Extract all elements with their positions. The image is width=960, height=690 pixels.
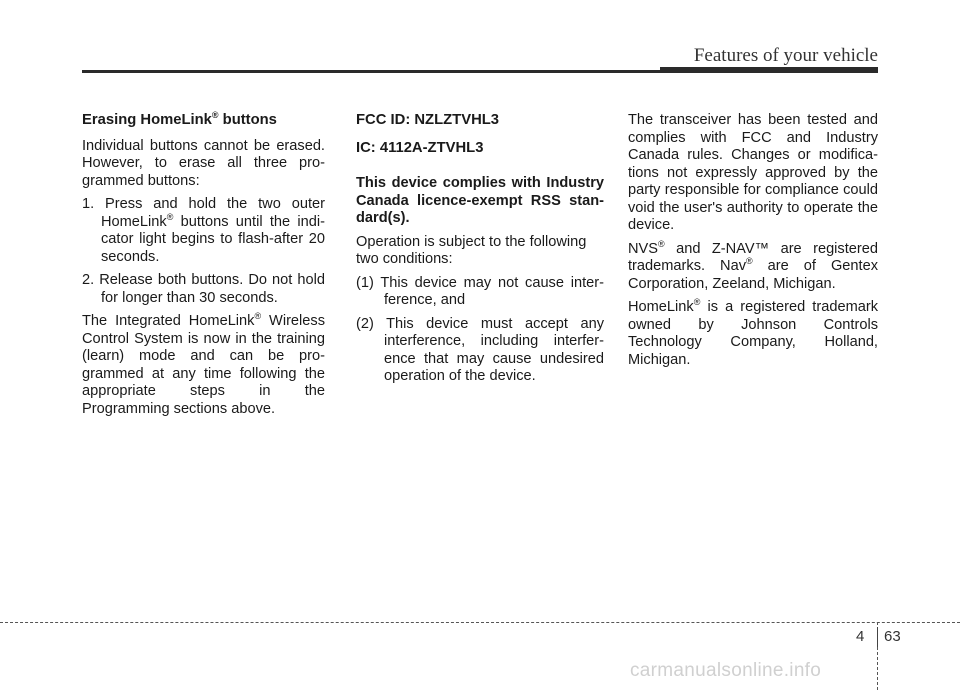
column-trademarks <box>628 112 878 375</box>
header-rule-accent <box>660 67 878 72</box>
erase-step-1: 1. Press and hold the two outer HomeLink® buttons until the indi-cator light begins to flash-after 20 seconds. <box>82 196 325 265</box>
heading-erasing-homelink: Erasing HomeLink® buttons <box>82 110 277 128</box>
page-number: 63 <box>884 628 901 645</box>
nvs-trademark-paragraph: NVS® and Z-NAV™ are registered trademarks. Nav® are of Gentex Corporation, Zeeland, Michigan. <box>628 238 878 292</box>
erase-step-2: 2. Release both buttons. Do not hold for longer than 30 seconds. <box>82 272 325 306</box>
footer-rule <box>0 622 960 623</box>
page-number-separator <box>877 627 878 647</box>
condition-1: (1) This device may not cause inter-ference, and <box>356 274 604 308</box>
watermark: carmanualsonline.info <box>630 660 822 681</box>
homelink-trademark-paragraph: HomeLink® is a registered trademark owned by Johnson Controls Technology Company, Holland, Michigan. <box>628 297 878 368</box>
compliance-statement: This device complies with Industry Canada licence-exempt RSS stan-dard(s). <box>356 175 604 226</box>
column-erasing-homelink <box>82 112 325 424</box>
column-fcc <box>356 112 604 392</box>
section-title: Features of your vehicle <box>693 45 878 66</box>
fcc-id: FCC ID: NZLZTVHL3 <box>356 112 500 128</box>
training-mode-paragraph: The Integrated HomeLink® Wireless Control System is now in the training (learn) mode and can be pro-grammed at any time following the appropriate steps in the Programming sections above. <box>82 311 325 417</box>
operation-conditions-intro: Operation is subject to the following two conditions: <box>356 233 587 267</box>
chapter-number: 4 <box>856 628 865 645</box>
ic-id: IC: 4112A-ZTVHL3 <box>356 139 484 156</box>
erase-intro: Individual buttons cannot be erased. However, to erase all three pro-grammed buttons: <box>82 137 325 189</box>
condition-2: (2) This device must accept any interference, including interfer-ence that may cause undesired operation of the device. <box>356 315 604 384</box>
transceiver-paragraph: The transceiver has been tested and complies with FCC and Industry Canada rules. Changes or modifica-tions not expressly approved by the party responsible for compliance could void the user's authority to operate the device. <box>628 112 878 233</box>
